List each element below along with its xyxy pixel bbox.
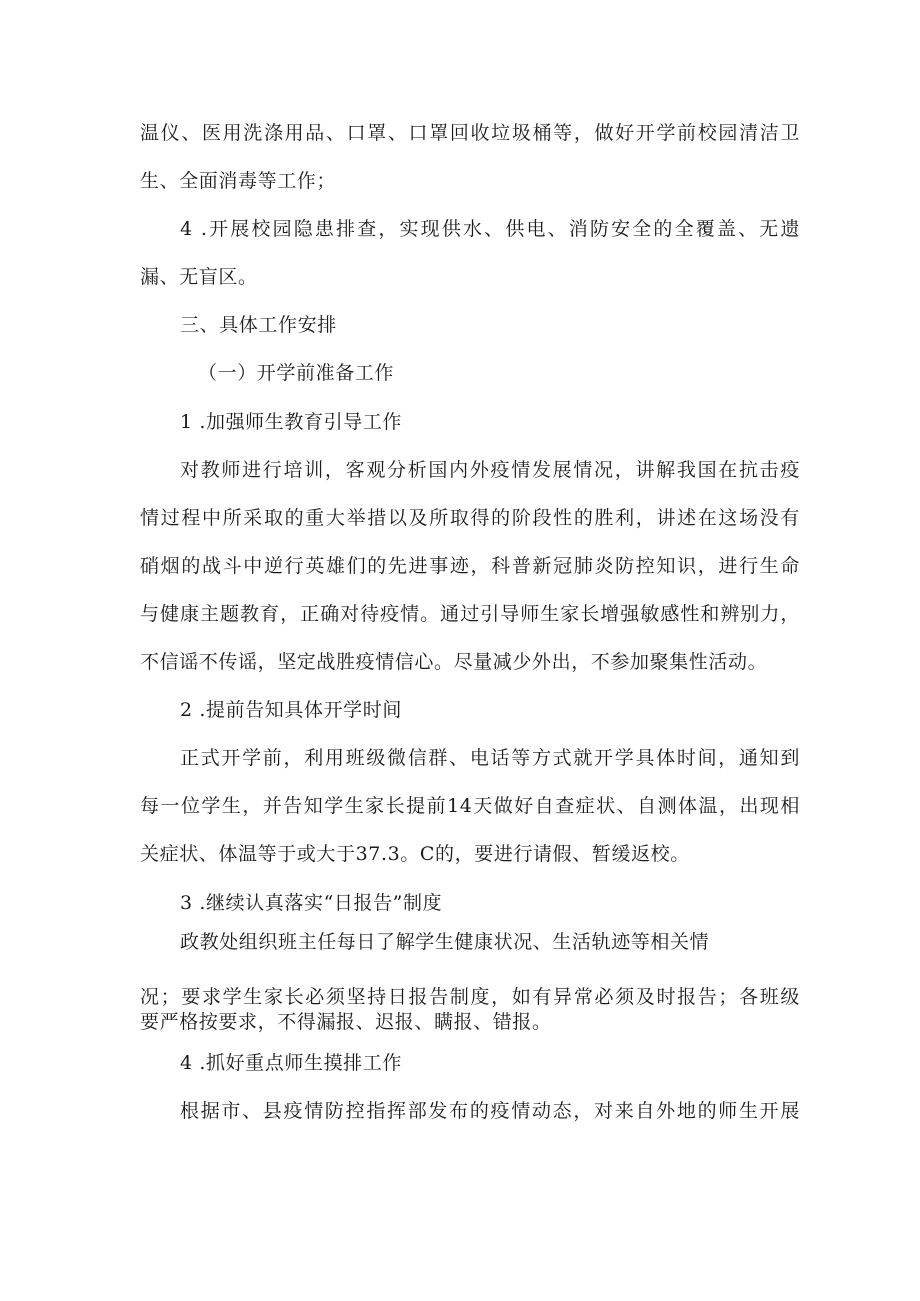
body-text-line: 与健康主题教育，正确对待疫情。通过引导师生家长增强敏感性和辨别力， <box>140 603 800 625</box>
body-text-line: 关症状、体温等于或大于37.3。C的，要进行请假、暂缓返校。 <box>140 843 690 865</box>
body-text-line: 漏、无盲区。 <box>140 266 258 288</box>
section-heading: 三、具体工作安排 <box>180 314 337 336</box>
item-heading: 4 .抓好重点师生摸排工作 <box>180 1052 402 1074</box>
body-text-line: 情过程中所采取的重大举措以及所取得的阶段性的胜利，讲述在这场没有 <box>140 507 800 529</box>
item-heading: 3 .继续认真落实“日报告”制度 <box>180 892 443 914</box>
body-text-line: 政教处组织班主任每日了解学生健康状况、生活轨迹等相关情 <box>180 931 710 953</box>
body-text-line: 根据市、县疫情防控指挥部发布的疫情动态，对来自外地的师生开展 <box>180 1100 800 1122</box>
list-item-text: 4 .开展校园隐患排查，实现供水、供电、消防安全的全覆盖、无遗 <box>180 218 800 240</box>
body-text-line: 对教师进行培训，客观分析国内外疫情发展情况，讲解我国在抗击疫 <box>180 459 800 481</box>
body-text-line: 硝烟的战斗中逆行英雄们的先进事迹，科普新冠肺炎防控知识，进行生命 <box>140 555 800 577</box>
body-text-line: 要严格按要求，不得漏报、迟报、瞒报、错报。 <box>140 1011 552 1033</box>
item-heading: 1 .加强师生教育引导工作 <box>180 411 402 433</box>
body-text-line: 生、全面消毒等工作； <box>140 170 337 192</box>
subsection-heading: （一）开学前准备工作 <box>198 362 395 384</box>
body-text-line: 正式开学前，利用班级微信群、电话等方式就开学具体时间，通知到 <box>180 747 800 769</box>
item-heading: 2 .提前告知具体开学时间 <box>180 699 402 721</box>
body-text-line: 不信谣不传谣，坚定战胜疫情信心。尽量减少外出，不参加聚集性活动。 <box>140 651 768 673</box>
body-text-line: 每一位学生，并告知学生家长提前14天做好自查症状、自测体温，出现相 <box>140 795 800 817</box>
body-text-line: 温仪、医用洗涤用品、口罩、口罩回收垃圾桶等，做好开学前校园清洁卫 <box>140 122 800 144</box>
body-text-line: 况；要求学生家长必须坚持日报告制度，如有异常必须及时报告；各班级 <box>140 986 800 1008</box>
